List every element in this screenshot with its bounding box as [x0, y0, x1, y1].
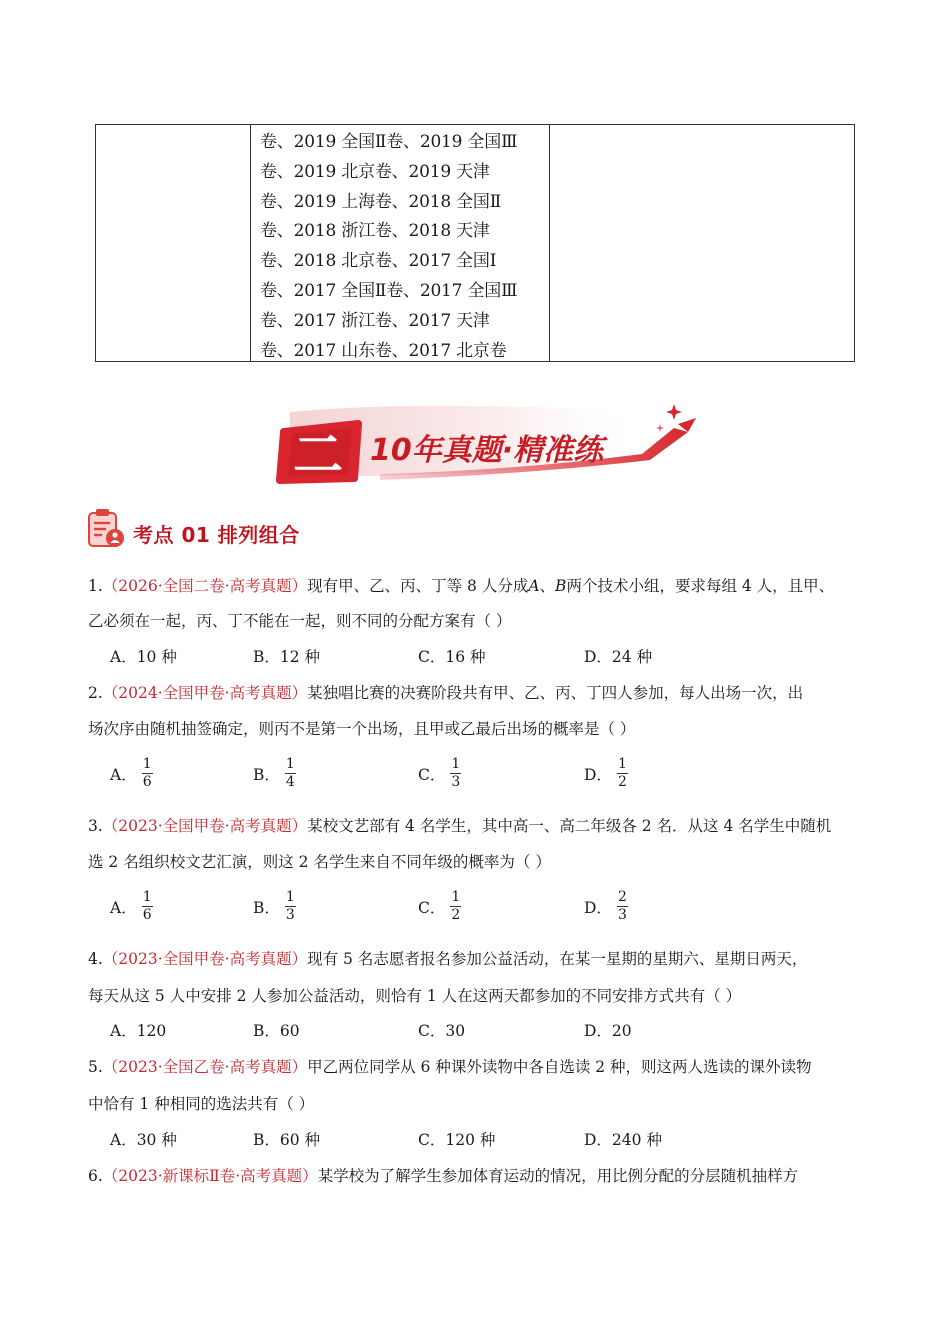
question-source: （2023·全国甲卷·高考真题）	[102, 817, 308, 835]
fraction-numerator: 1	[451, 756, 461, 772]
option-b[interactable]: B．60 种	[253, 1131, 321, 1149]
source-table	[95, 124, 855, 362]
fraction-denominator: 6	[142, 907, 152, 923]
fraction-numerator: 1	[617, 756, 627, 772]
question-number: 4.	[88, 950, 103, 968]
fraction-denominator: 2	[617, 774, 627, 790]
question-3-line-2: 选 2 名组织校文艺汇演，则这 2 名学生来自不同年级的概率为（ ）	[88, 853, 551, 871]
fraction-numerator: 1	[451, 889, 461, 905]
fraction	[141, 889, 154, 924]
question-text: 两个技术小组，要求每组 4 人，且甲、	[566, 577, 835, 595]
fraction-denominator: 3	[285, 907, 295, 923]
fraction-denominator: 3	[617, 907, 627, 923]
question-source: （2023·全国甲卷·高考真题）	[102, 950, 308, 968]
fraction	[284, 889, 297, 924]
section-title: 考点 01 排列组合	[133, 523, 300, 547]
fraction-numerator: 1	[285, 889, 295, 905]
question-1-line-1	[88, 576, 834, 596]
source-line: 卷、2018 浙江卷、2018 天津	[260, 221, 490, 242]
fraction	[449, 889, 462, 924]
question-text: 某学校为了解学生参加体育运动的情况，用比例分配的分层随机抽样方	[317, 1167, 799, 1185]
source-line: 卷、2019 全国Ⅱ卷、2019 全国Ⅲ	[260, 132, 518, 152]
question-4-line-1	[88, 949, 807, 969]
question-number: 5.	[88, 1058, 103, 1076]
option-b[interactable]: B．60	[253, 1022, 300, 1040]
table-cell-sources	[251, 125, 550, 361]
fraction-numerator: 1	[285, 756, 295, 772]
fraction-denominator: 4	[285, 774, 295, 790]
option-c[interactable]: C．16 种	[418, 648, 486, 666]
option-d[interactable]	[584, 756, 629, 791]
source-line: 卷、2017 山东卷、2017 北京卷	[260, 340, 507, 361]
banner-number: 二	[293, 426, 343, 484]
question-6-line-1	[88, 1166, 798, 1186]
source-line: 卷、2019 上海卷、2018 全国Ⅱ	[260, 191, 502, 212]
variable-a: A	[528, 577, 540, 595]
banner-number-badge	[276, 420, 362, 484]
option-b[interactable]	[253, 889, 297, 924]
source-line: 卷、2017 全国Ⅱ卷、2017 全国Ⅲ	[260, 280, 518, 301]
question-source: （2023·全国乙卷·高考真题）	[102, 1058, 308, 1076]
option-c[interactable]: C．30	[418, 1022, 466, 1040]
option-label: A．	[110, 898, 137, 917]
question-number: 1.	[88, 577, 103, 595]
question-2-line-2: 场次序由随机抽签确定，则丙不是第一个出场，且甲或乙最后出场的概率是（ ）	[88, 720, 636, 738]
option-label: B．	[253, 898, 280, 917]
source-line: 卷、2019 北京卷、2019 天津	[260, 161, 490, 182]
option-c[interactable]	[418, 756, 462, 791]
question-text: 甲乙两位同学从 6 种课外读物中各自选读 2 种，则这两人选读的课外读物	[307, 1058, 812, 1076]
source-line: 卷、2017 浙江卷、2017 天津	[260, 310, 490, 331]
question-2-line-1	[88, 683, 803, 703]
fraction	[449, 756, 462, 791]
fraction-denominator: 2	[451, 907, 461, 923]
option-b[interactable]	[253, 756, 297, 791]
fraction	[284, 756, 297, 791]
question-3-line-1	[88, 816, 831, 836]
question-source: （2023·新课标Ⅱ卷·高考真题）	[102, 1167, 318, 1185]
option-a[interactable]: A．30 种	[110, 1131, 177, 1149]
option-d[interactable]: D．24 种	[584, 648, 653, 666]
question-text: 现有甲、乙、丙、丁等 8 人分成	[307, 577, 529, 595]
question-text: 某校文艺部有 4 名学生，其中高一、高二年级各 2 名．从这 4 名学生中随机	[307, 817, 832, 835]
variable-b: B	[555, 577, 567, 595]
section-banner	[270, 398, 710, 490]
fraction-numerator: 2	[617, 889, 627, 905]
question-source: （2024·全国甲卷·高考真题）	[102, 684, 308, 702]
question-5-line-2: 中恰有 1 种相同的选法共有（ ）	[88, 1095, 315, 1113]
option-label: B．	[253, 765, 280, 784]
option-a[interactable]	[110, 756, 154, 791]
question-1-line-2: 乙必须在一起，丙、丁不能在一起，则不同的分配方案有（ ）	[88, 612, 512, 630]
table-cell-empty-right	[550, 125, 854, 361]
option-label: C．	[418, 765, 446, 784]
fraction-denominator: 3	[451, 774, 461, 790]
fraction	[616, 889, 629, 924]
option-label: D．	[584, 765, 612, 784]
question-number: 6.	[88, 1167, 103, 1185]
question-number: 3.	[88, 817, 103, 835]
arrow-icon	[678, 418, 696, 432]
fraction-numerator: 1	[142, 889, 152, 905]
option-label: D．	[584, 898, 612, 917]
question-4-line-2: 每天从这 5 人中安排 2 人参加公益活动，则恰有 1 人在这两天都参加的不同安排方式共有（ ）	[88, 987, 742, 1005]
sparkle-icon	[656, 404, 682, 432]
source-line: 卷、2018 北京卷、2017 全国Ⅰ	[260, 251, 497, 272]
option-label: A．	[110, 765, 137, 784]
option-c[interactable]: C．120 种	[418, 1131, 496, 1149]
option-label: C．	[418, 898, 446, 917]
fraction-denominator: 6	[142, 774, 152, 790]
option-c[interactable]	[418, 889, 462, 924]
question-text: 某独唱比赛的决赛阶段共有甲、乙、丙、丁四人参加，每人出场一次，出	[307, 684, 804, 702]
table-cell-empty-left	[96, 125, 251, 361]
option-a[interactable]	[110, 889, 154, 924]
option-d[interactable]: D．240 种	[584, 1131, 662, 1149]
clipboard-icon	[86, 507, 126, 549]
option-a[interactable]: A．10 种	[110, 648, 177, 666]
question-5-line-1	[88, 1057, 812, 1077]
question-text: 现有 5 名志愿者报名参加公益活动，在某一星期的星期六、星期日两天，	[307, 950, 808, 968]
banner-title: 10年真题·精准练	[370, 433, 604, 468]
separator: 、	[539, 577, 556, 595]
option-a[interactable]: A．120	[110, 1022, 167, 1040]
question-source: （2026·全国二卷·高考真题）	[102, 577, 308, 595]
fraction	[616, 756, 629, 791]
fraction-numerator: 1	[142, 756, 152, 772]
fraction	[141, 756, 154, 791]
option-d[interactable]	[584, 889, 629, 924]
question-number: 2.	[88, 684, 103, 702]
option-b[interactable]: B．12 种	[253, 648, 321, 666]
option-d[interactable]: D．20	[584, 1022, 632, 1040]
